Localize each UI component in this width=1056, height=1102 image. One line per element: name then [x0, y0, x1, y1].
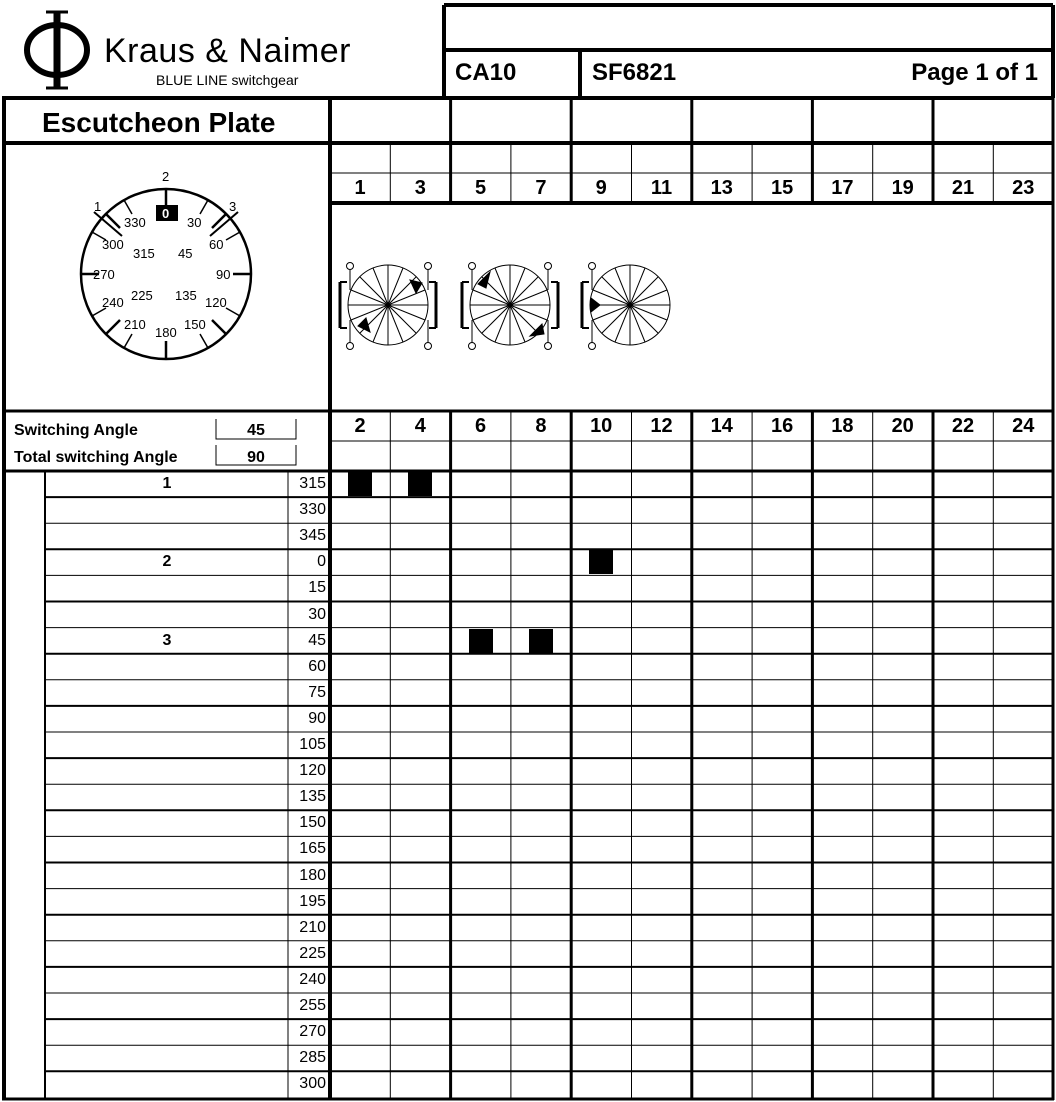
angle-label: 60	[308, 657, 326, 675]
angle-label: 225	[299, 944, 326, 962]
dial-angle-90: 90	[216, 267, 231, 282]
column-dividers	[390, 98, 993, 1100]
table-frame	[2, 98, 1054, 1100]
contact-unit-1	[340, 263, 436, 350]
kraus-naimer-logo	[27, 12, 87, 88]
terminal-13: 13	[710, 177, 733, 199]
dial-angle-240: 240	[102, 295, 124, 310]
dial-angle-120: 120	[205, 295, 227, 310]
terminal-21: 21	[951, 177, 975, 199]
dial-position-2: 2	[162, 169, 170, 184]
contact-unit-2	[462, 263, 558, 350]
angle-label: 120	[299, 762, 326, 780]
terminal-5: 5	[475, 177, 487, 199]
dial-angle-300: 300	[102, 237, 124, 252]
dial-position-3: 3	[229, 199, 237, 214]
angle-label: 180	[299, 866, 326, 884]
angle-label: 150	[299, 814, 326, 832]
terminal-10: 10	[590, 415, 613, 437]
angle-label: 30	[308, 605, 326, 623]
terminal-22: 22	[951, 415, 975, 437]
position-label: 3	[162, 631, 172, 649]
terminal-17: 17	[831, 177, 854, 199]
closed-contact-cell	[469, 629, 493, 653]
angle-label: 105	[299, 736, 326, 753]
angle-label: 15	[308, 579, 326, 597]
dial-angle-210: 210	[124, 317, 146, 332]
row-dividers	[45, 497, 1054, 1071]
terminal-2: 2	[354, 415, 366, 437]
closed-contact-cell	[408, 472, 432, 496]
dial-angle-30: 30	[187, 215, 202, 230]
dial-angle-315: 315	[133, 246, 155, 261]
total-switching-angle-label: Total switching Angle	[14, 449, 178, 466]
terminal-1: 1	[354, 177, 366, 199]
angle-label: 90	[308, 709, 326, 727]
angle-label: 210	[299, 918, 326, 936]
dial-angle-45: 45	[178, 246, 193, 261]
switching-angle-label: Switching Angle	[14, 422, 138, 439]
angle-label: 75	[308, 683, 326, 701]
dial-angle-60: 60	[209, 237, 224, 252]
dial-position-1: 1	[94, 199, 102, 214]
dial-angle-180: 180	[155, 325, 177, 340]
angle-label: 330	[299, 501, 326, 519]
model-code: CA10	[455, 59, 517, 86]
dial-angle-150: 150	[184, 317, 206, 332]
angle-label: 285	[299, 1049, 326, 1067]
terminal-19: 19	[891, 177, 914, 199]
dial-angle-270: 270	[93, 267, 115, 282]
position-label: 2	[162, 553, 172, 571]
closed-contact-cell	[589, 550, 613, 574]
terminal-12: 12	[650, 415, 673, 437]
angle-label: 270	[299, 1023, 326, 1041]
terminal-9: 9	[595, 177, 607, 199]
brand-name: Kraus & Naimer	[104, 32, 351, 70]
terminal-14: 14	[710, 415, 733, 437]
angle-label: 45	[308, 631, 326, 649]
program-code: SF6821	[592, 59, 677, 86]
angle-label: 0	[317, 553, 326, 571]
position-label: 1	[162, 475, 172, 492]
angle-label: 195	[299, 892, 326, 910]
escutcheon-title: Escutcheon Plate	[42, 107, 276, 138]
closed-contact-cell	[348, 472, 372, 496]
terminal-16: 16	[770, 415, 794, 437]
terminal-18: 18	[831, 415, 854, 437]
terminal-6: 6	[475, 415, 487, 437]
terminal-15: 15	[770, 177, 794, 199]
angle-label: 240	[299, 970, 326, 988]
angle-label: 345	[299, 527, 326, 545]
terminal-11: 11	[650, 177, 673, 199]
contact-diagrams	[340, 263, 670, 350]
total-switching-angle-value: 90	[247, 449, 265, 466]
dial-angle-225: 225	[131, 288, 153, 303]
terminal-8: 8	[535, 415, 547, 437]
dial-angle-330: 330	[124, 215, 146, 230]
dial-angle-135: 135	[175, 288, 197, 303]
contact-unit-3	[582, 263, 670, 350]
terminal-4: 4	[414, 415, 426, 437]
terminal-header-lines	[330, 173, 1054, 441]
terminal-20: 20	[891, 415, 914, 437]
dial-active-label: 0	[162, 206, 170, 221]
page-indicator: Page 1 of 1	[911, 59, 1038, 86]
switching-angle-value: 45	[247, 422, 265, 439]
terminal-23: 23	[1012, 177, 1035, 199]
angle-label: 135	[299, 788, 326, 806]
terminal-24: 24	[1012, 415, 1035, 437]
angle-label: 300	[299, 1075, 326, 1093]
terminal-7: 7	[535, 177, 547, 199]
terminal-3: 3	[414, 177, 426, 199]
brand-tagline: BLUE LINE switchgear	[156, 72, 299, 88]
angle-label: 165	[299, 840, 326, 858]
angle-label: 315	[299, 475, 326, 492]
angle-label: 255	[299, 997, 326, 1014]
closed-contact-cell	[529, 629, 553, 653]
